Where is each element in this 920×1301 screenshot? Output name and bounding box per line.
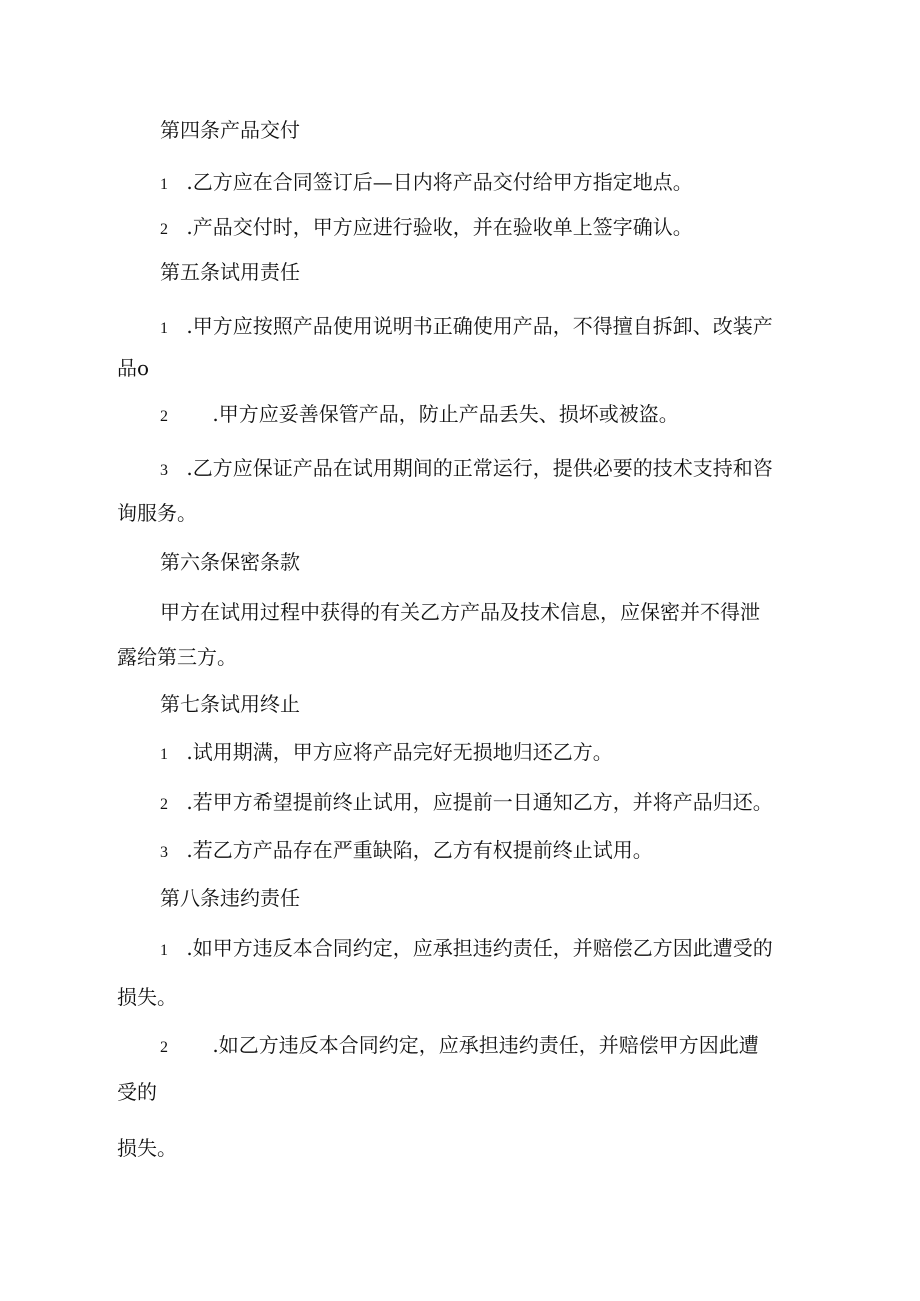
item-text: .乙方应保证产品在试用期间的正常运行，提供必要的技术支持和咨 [186, 456, 773, 480]
item-number: 1 [160, 176, 168, 193]
article-7-item-1 [160, 740, 613, 767]
item-text: .甲方应妥善保管产品，防止产品丢失、损坏或被盗。 [212, 402, 679, 426]
article-5-item-1 [160, 314, 773, 341]
article-5-item-3-cont: 询服务。 [117, 501, 197, 525]
item-text: .乙方应在合同签订后—日内将产品交付给甲方指定地点。 [186, 170, 693, 194]
article-5-item-3 [160, 456, 773, 483]
item-number: 2 [160, 408, 168, 425]
article-7-item-2 [160, 790, 773, 817]
article-8-item-2-cont2: 损失。 [117, 1136, 177, 1160]
item-number: 1 [160, 942, 168, 959]
article-4-item-2 [160, 215, 693, 242]
item-text: .若乙方产品存在严重缺陷，乙方有权提前终止试用。 [186, 838, 653, 862]
article-6-heading: 第六条保密条款 [160, 550, 300, 574]
item-text: .甲方应按照产品使用说明书正确使用产品，不得擅自拆卸、改装产 [186, 314, 773, 338]
article-4-heading: 第四条产品交付 [160, 118, 300, 142]
article-4-item-1 [160, 170, 693, 197]
item-number: 3 [160, 462, 168, 479]
item-number: 3 [160, 844, 168, 861]
item-number: 1 [160, 746, 168, 763]
article-5-item-2 [160, 402, 679, 429]
article-8-item-1-cont: 损失。 [117, 985, 177, 1009]
item-number: 1 [160, 320, 168, 337]
item-number: 2 [160, 1039, 168, 1056]
item-text: .试用期满，甲方应将产品完好无损地归还乙方。 [186, 740, 613, 764]
item-number: 2 [160, 796, 168, 813]
article-5-item-1-cont: 品o [117, 356, 150, 380]
item-text: .如甲方违反本合同约定，应承担违约责任，并赔偿乙方因此遭受的 [186, 936, 773, 960]
article-5-heading: 第五条试用责任 [160, 260, 300, 284]
item-text: .如乙方违反本合同约定，应承担违约责任，并赔偿甲方因此遭 [212, 1033, 759, 1057]
item-text: .产品交付时，甲方应进行验收，并在验收单上签字确认。 [186, 215, 693, 239]
article-7-heading: 第七条试用终止 [160, 692, 300, 716]
item-text: .若甲方希望提前终止试用，应提前一日通知乙方，并将产品归还。 [186, 790, 773, 814]
article-8-item-2 [160, 1033, 759, 1060]
article-8-item-2-cont: 受的 [117, 1080, 157, 1104]
article-8-heading: 第八条违约责任 [160, 886, 300, 910]
item-number: 2 [160, 221, 168, 238]
article-6-paragraph: 甲方在试用过程中获得的有关乙方产品及技术信息，应保密并不得泄 [160, 600, 760, 624]
article-8-item-1 [160, 936, 773, 963]
article-7-item-3 [160, 838, 653, 865]
article-6-paragraph-cont: 露给第三方。 [117, 645, 237, 669]
